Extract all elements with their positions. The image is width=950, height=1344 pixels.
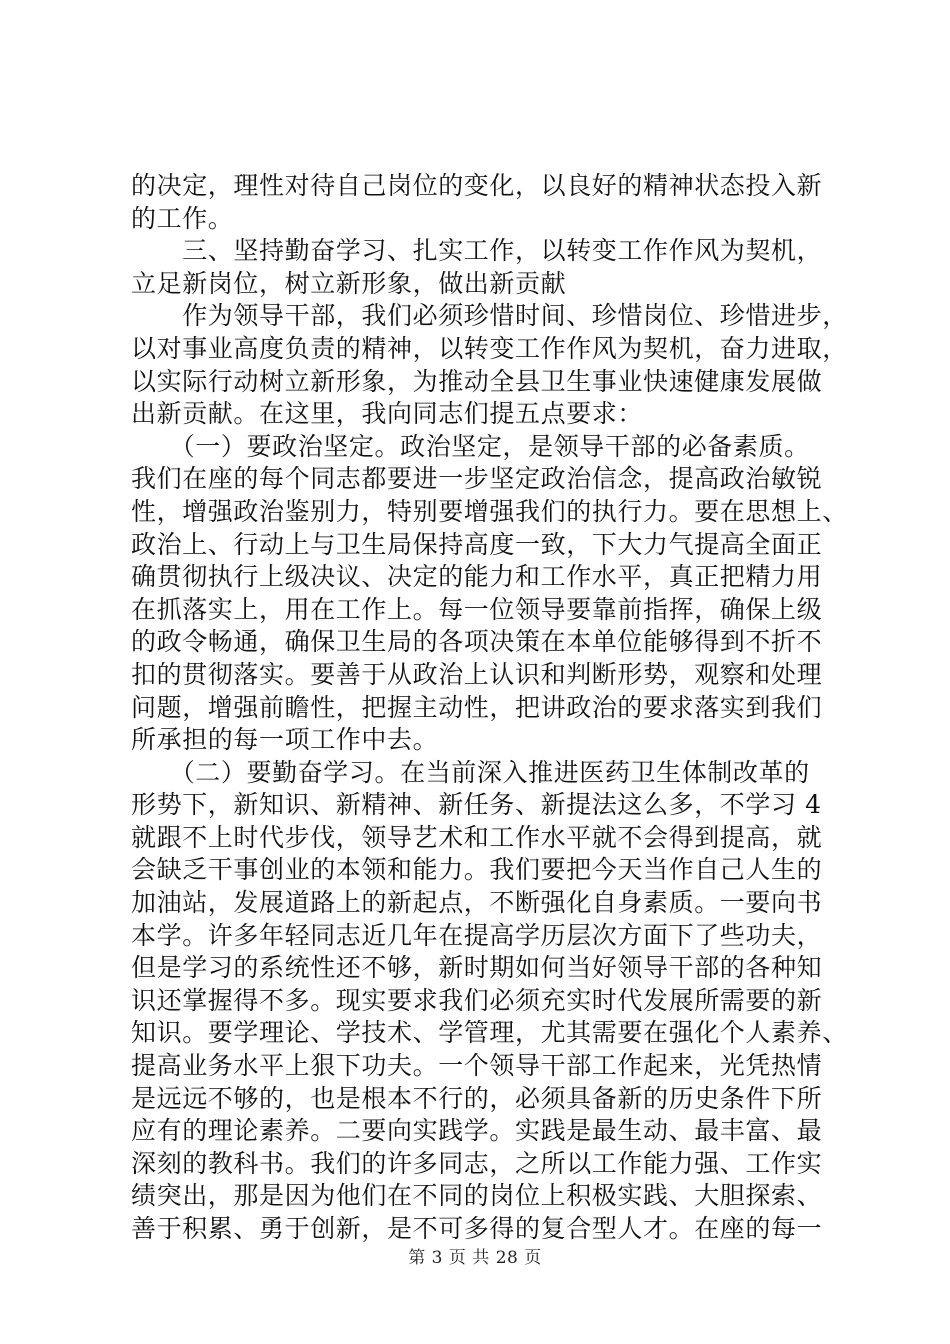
text-line: 识还掌握得不多。现实要求我们必须充实时代发展所需要的新 bbox=[131, 985, 823, 1015]
text-line: 扣的贯彻落实。要善于从政治上认识和判断形势，观察和处理 bbox=[131, 659, 823, 689]
text-line: 是远远不够的，也是根本不行的，必须具备新的历史条件下所 bbox=[131, 1083, 823, 1113]
text-line: 的工作。 bbox=[131, 203, 234, 233]
text-line: 以对事业高度负责的精神，以转变工作作风为契机，奋力进取， bbox=[131, 333, 848, 363]
text-line: 在抓落实上，用在工作上。每一位领导要靠前指挥，确保上级 bbox=[131, 594, 823, 624]
text-line: 我们在座的每个同志都要进一步坚定政治信念，提高政治敏锐 bbox=[131, 464, 823, 494]
text-line: 但是学习的系统性还不够，新时期如何当好领导干部的各种知 bbox=[131, 953, 823, 983]
text-line: 确贯彻执行上级决议、决定的能力和工作水平，真正把精力用 bbox=[131, 562, 823, 592]
text-line: 以实际行动树立新形象，为推动全县卫生事业快速健康发展做 bbox=[131, 366, 823, 396]
text-line: 会缺乏干事创业的本领和能力。我们要把今天当作自己人生的 bbox=[131, 855, 823, 885]
text-line: 政治上、行动上与卫生局保持高度一致，下大力气提高全面正 bbox=[131, 529, 823, 559]
text-line: 的决定，理性对待自己岗位的变化，以良好的精神状态投入新 bbox=[131, 171, 823, 200]
text-line: 形势下，新知识、新精神、新任务、新提法这么多，不学习 4 bbox=[131, 790, 822, 820]
text-line: 善于积累、勇于创新，是不可多得的复合型人才。在座的每一 bbox=[131, 1214, 823, 1243]
page-number-footer: 第 3 页 共 28 页 bbox=[408, 1248, 542, 1268]
text-line: 绩突出，那是因为他们在不同的岗位上积极实践、大胆探索、 bbox=[131, 1181, 823, 1211]
body-text bbox=[131, 170, 848, 1246]
text-line: 加油站，发展道路上的新起点，不断强化自身素质。一要向书 bbox=[131, 888, 823, 918]
text-line: 问题，增强前瞻性，把握主动性，把讲政治的要求落实到我们 bbox=[131, 692, 823, 722]
text-line: 本学。许多年轻同志近几年在提高学历层次方面下了些功夫， bbox=[131, 920, 823, 950]
text-line: （二）要勤奋学习。在当前深入推进医药卫生体制改革的 bbox=[131, 757, 810, 787]
section-heading-line: 三、坚持勤奋学习、扎实工作，以转变工作作风为契机， bbox=[131, 236, 823, 266]
section-heading-line: 立足新岗位，树立新形象，做出新贡献 bbox=[131, 268, 567, 298]
text-line: 的政令畅通，确保卫生局的各项决策在本单位能够得到不折不 bbox=[131, 627, 823, 657]
text-line: 出新贡献。在这里，我向同志们提五点要求： bbox=[131, 399, 644, 429]
text-line: 深刻的教科书。我们的许多同志，之所以工作能力强、工作实 bbox=[131, 1148, 823, 1178]
text-line: 就跟不上时代步伐，领导艺术和工作水平就不会得到提高，就 bbox=[131, 822, 823, 852]
text-line: 作为领导干部，我们必须珍惜时间、珍惜岗位、珍惜进步， bbox=[131, 301, 848, 331]
text-line: 提高业务水平上狠下功夫。一个领导干部工作起来，光凭热情 bbox=[131, 1051, 823, 1081]
text-line: 所承担的每一项工作中去。 bbox=[131, 725, 439, 755]
text-line: 知识。要学理论、学技术、学管理，尤其需要在强化个人素养、 bbox=[131, 1018, 848, 1048]
text-line: 应有的理论素养。二要向实践学。实践是最生动、最丰富、最 bbox=[131, 1116, 823, 1146]
text-line: （一）要政治坚定。政治坚定，是领导干部的必备素质。 bbox=[131, 431, 810, 461]
text-line: 性，增强政治鉴别力，特别要增强我们的执行力。要在思想上、 bbox=[131, 496, 848, 526]
